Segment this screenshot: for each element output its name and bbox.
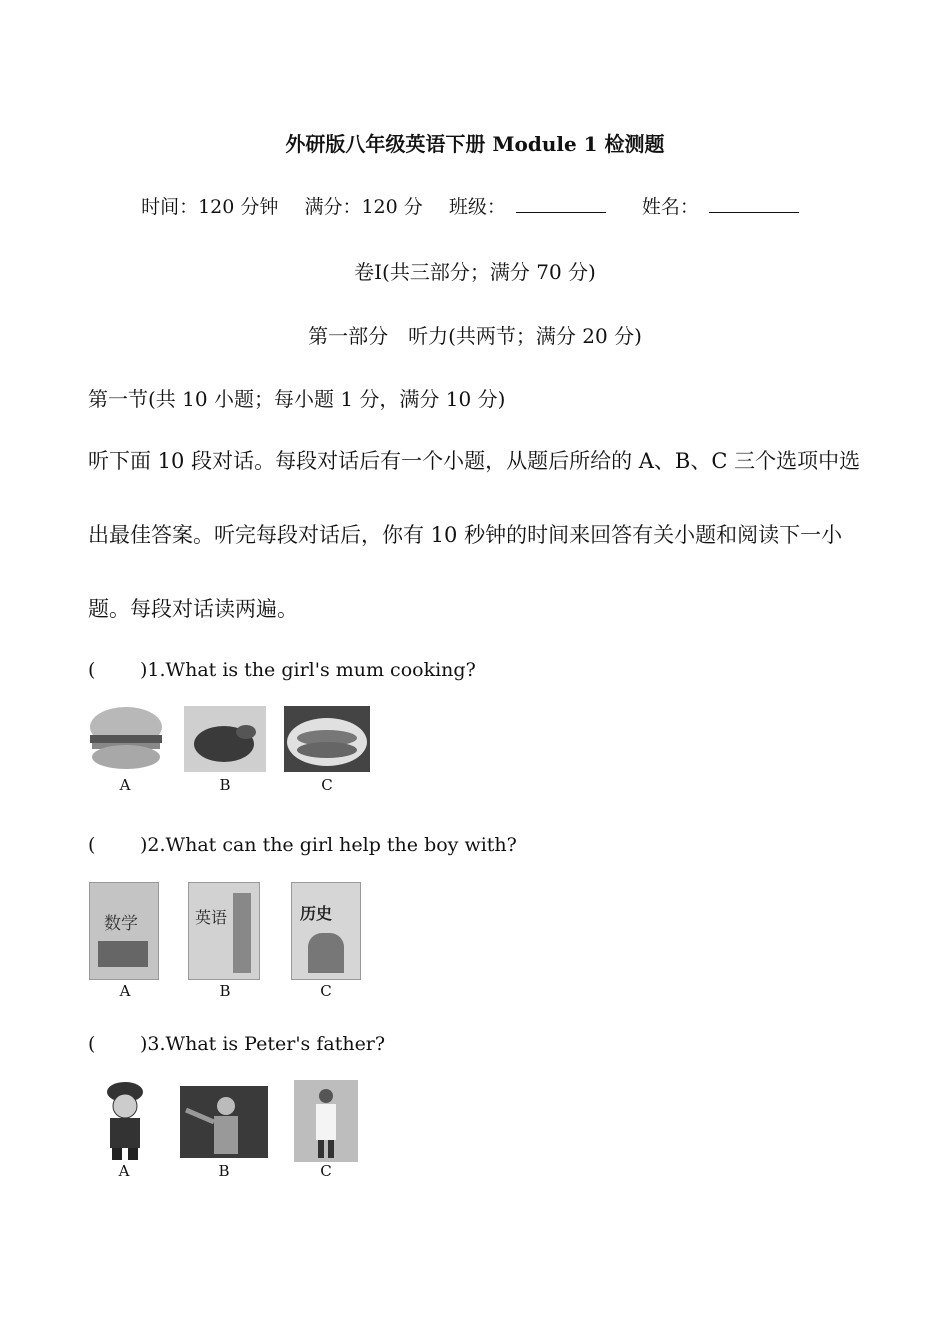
doctor-image	[294, 1080, 358, 1162]
answer-blank[interactable]: (	[88, 659, 96, 681]
name-blank[interactable]	[709, 198, 799, 213]
history-book-title: 历史	[300, 904, 333, 923]
section-heading: 第一节(共 10 小题；每小题 1 分，满分 10 分)	[88, 387, 506, 411]
class-blank[interactable]	[516, 198, 606, 213]
option-b-label: B	[219, 982, 231, 1000]
question-text: 1.What is the girl's mum cooking?	[147, 659, 476, 681]
option-a-label: A	[119, 776, 131, 794]
history-book-image	[291, 882, 361, 980]
answer-blank[interactable]: (	[88, 834, 96, 856]
question-text: 2.What can the girl help the boy with?	[147, 834, 517, 856]
english-book-image	[188, 882, 260, 980]
fish-dish-image	[284, 706, 370, 772]
answer-blank[interactable]: (	[88, 1033, 96, 1055]
option-c-label: C	[320, 982, 332, 1000]
option-a-label: A	[118, 1162, 130, 1180]
question-2: ( )2.What can the girl help the boy with?	[88, 834, 517, 856]
instructions: 听下面 10 段对话。每段对话后有一个小题，从题后所给的 A、B、C 三个选项中选出最佳答案。听完每段对话后，你有 10 秒钟的时间来回答有关小题和阅读下一小题。每段对话读两遍。	[88, 449, 861, 621]
volume-heading: 卷Ⅰ(共三部分；满分 70 分)	[354, 260, 596, 284]
class-field: 班级：	[449, 196, 616, 218]
option-b-label: B	[218, 1162, 230, 1180]
name-field: 姓名：	[642, 196, 809, 218]
policeman-image	[98, 1080, 152, 1162]
teacher-image	[180, 1086, 268, 1158]
math-book-title: 数学	[104, 914, 138, 934]
question-text: 3.What is Peter's father?	[147, 1033, 386, 1055]
time-info: 时间：120 分钟	[141, 196, 279, 218]
page-title: 外研版八年级英语下册 Module 1 检测题	[285, 132, 665, 156]
hamburger-image	[86, 705, 166, 773]
roast-chicken-image	[184, 706, 266, 772]
english-book-title: 英语	[195, 908, 228, 927]
part-heading: 第一部分 听力(共两节；满分 20 分)	[308, 324, 642, 348]
option-c-label: C	[320, 1162, 332, 1180]
math-book-image	[89, 882, 159, 980]
exam-meta	[0, 192, 950, 219]
option-c-label: C	[321, 776, 333, 794]
score-info: 满分：120 分	[304, 196, 423, 218]
question-1: ( )1.What is the girl's mum cooking?	[88, 659, 476, 681]
question-3: ( )3.What is Peter's father?	[88, 1033, 386, 1055]
option-a-label: A	[119, 982, 131, 1000]
option-b-label: B	[219, 776, 231, 794]
